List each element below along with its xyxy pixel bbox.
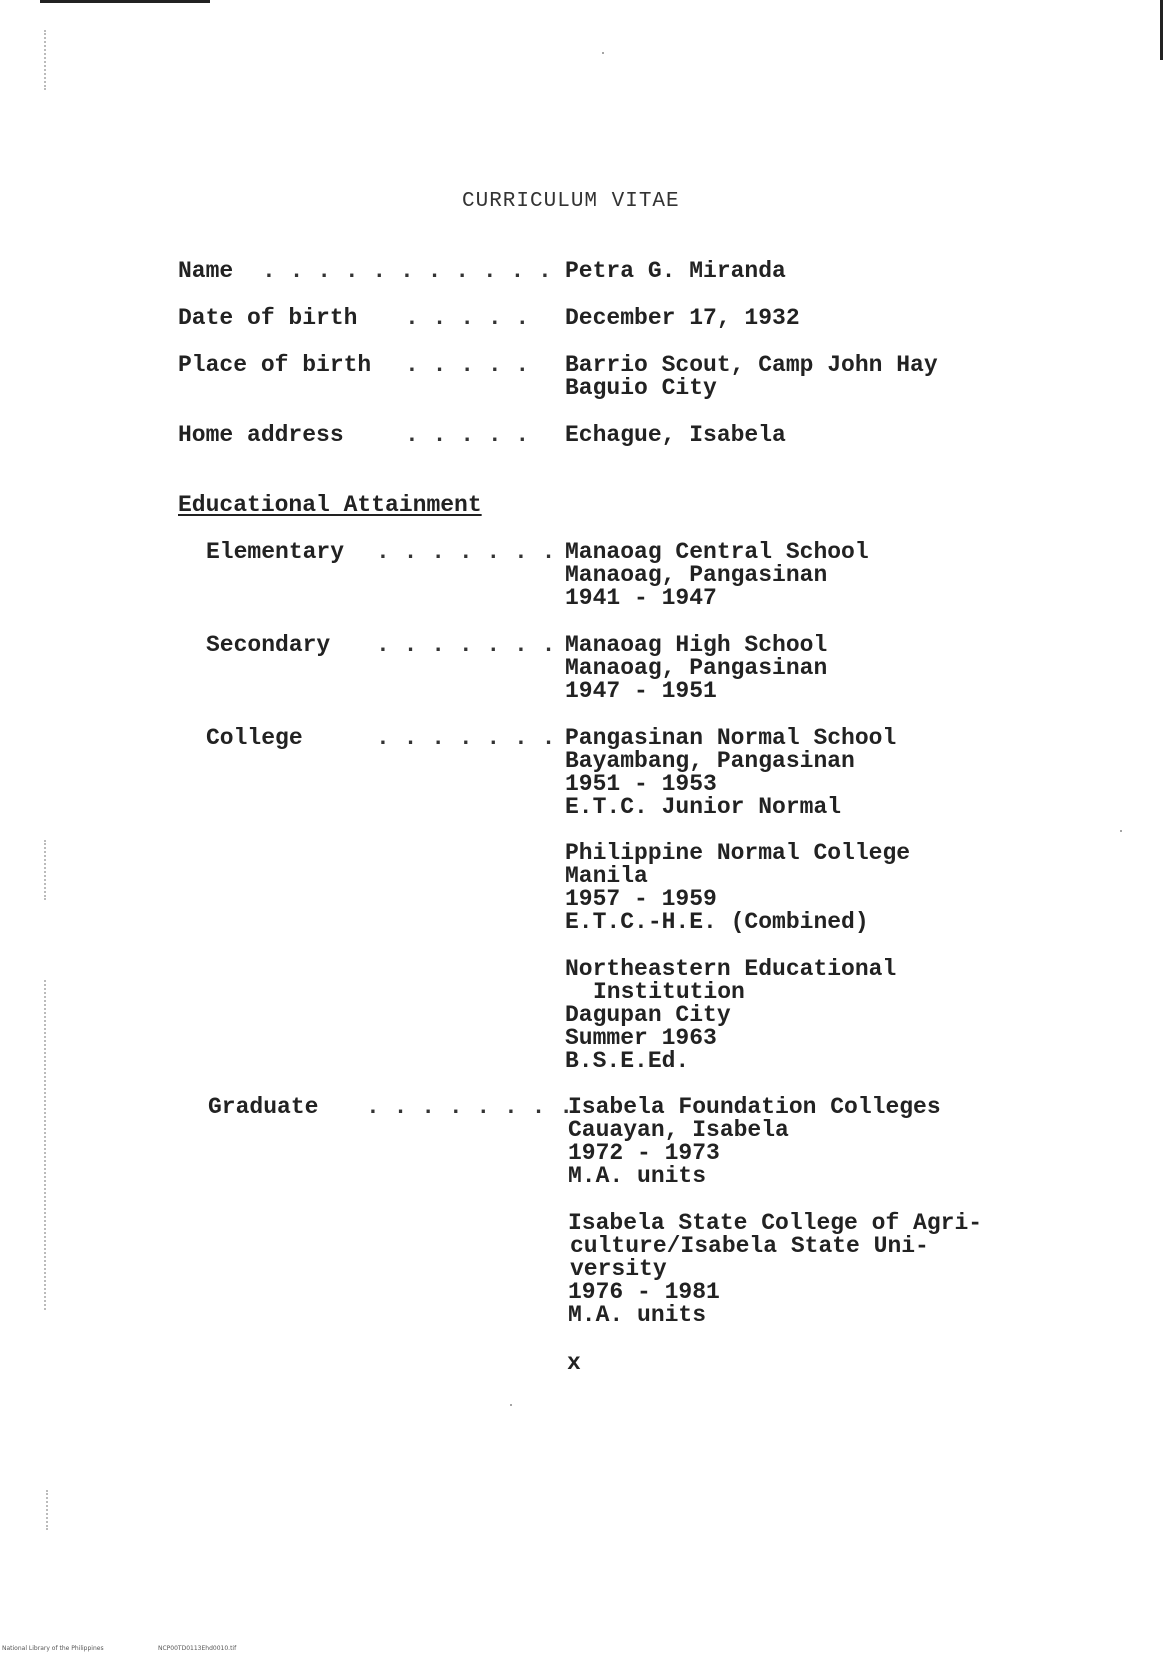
scan-speck <box>510 1404 512 1406</box>
date-of-birth-label: Date of birth <box>178 305 358 331</box>
name-value: Petra G. Miranda <box>565 258 786 284</box>
scan-speck <box>1120 830 1122 832</box>
educational-attainment-heading: Educational Attainment <box>178 492 482 518</box>
graduate-2-line-1: Isabela State College of Agri- <box>568 1210 983 1236</box>
secondary-label: Secondary <box>206 632 331 658</box>
elementary-line-2: Manaoag, Pangasinan <box>565 562 828 588</box>
page-title: CURRICULUM VITAE <box>462 190 680 213</box>
graduate-2-line-2: culture/Isabela State Uni- <box>570 1233 929 1259</box>
home-address-leader-dots: . . . . . <box>405 422 530 448</box>
scan-edge-right <box>1160 0 1163 60</box>
scan-gutter-marks <box>44 30 48 90</box>
date-of-birth-value: December 17, 1932 <box>565 305 800 331</box>
college-3-line-5: B.S.E.Ed. <box>565 1048 690 1074</box>
scan-gutter-marks <box>46 1490 50 1530</box>
footer-file-name: NCP00TD0113Ehd0010.tif <box>158 1645 237 1652</box>
graduate-label: Graduate <box>208 1094 319 1120</box>
elementary-leader-dots: . . . . . . . <box>376 539 556 565</box>
graduate-1-line-1: Isabela Foundation Colleges <box>568 1094 941 1120</box>
college-3-line-4: Summer 1963 <box>565 1025 717 1051</box>
graduate-2-line-4: 1976 - 1981 <box>568 1279 720 1305</box>
graduate-2-line-5: M.A. units <box>568 1302 707 1328</box>
college-3-line-3: Dagupan City <box>565 1002 731 1028</box>
scan-speck <box>602 52 604 54</box>
college-1-line-4: E.T.C. Junior Normal <box>565 794 842 820</box>
college-2-line-4: E.T.C.-H.E. (Combined) <box>565 909 869 935</box>
college-1-line-2: Bayambang, Pangasinan <box>565 748 855 774</box>
place-of-birth-value-line-2: Baguio City <box>565 375 717 401</box>
scan-edge-top <box>40 0 210 3</box>
graduate-2-line-3: versity <box>570 1256 667 1282</box>
college-leader-dots: . . . . . . . <box>376 725 556 751</box>
date-of-birth-leader-dots: . . . . . <box>405 305 530 331</box>
end-mark: x <box>567 1350 581 1376</box>
graduate-leader-dots: . . . . . . . . <box>366 1094 574 1120</box>
college-1-line-3: 1951 - 1953 <box>565 771 717 797</box>
home-address-label: Home address <box>178 422 344 448</box>
elementary-label: Elementary <box>206 539 345 565</box>
scan-gutter-marks <box>44 980 48 1310</box>
footer-library-credit: National Library of the Philippines <box>2 1645 104 1652</box>
secondary-line-2: Manaoag, Pangasinan <box>565 655 828 681</box>
graduate-1-line-3: 1972 - 1973 <box>568 1140 720 1166</box>
secondary-line-1: Manaoag High School <box>565 632 828 658</box>
name-leader-dots: . . . . . . . . . . . <box>262 258 552 284</box>
secondary-line-3: 1947 - 1951 <box>565 678 717 704</box>
place-of-birth-value-line-1: Barrio Scout, Camp John Hay <box>565 352 938 378</box>
graduate-1-line-2: Cauayan, Isabela <box>568 1117 789 1143</box>
college-3-line-1: Northeastern Educational <box>565 956 897 982</box>
graduate-1-line-4: M.A. units <box>568 1163 707 1189</box>
place-of-birth-leader-dots: . . . . . <box>405 352 530 378</box>
college-2-line-3: 1957 - 1959 <box>565 886 717 912</box>
scan-gutter-marks <box>44 840 48 900</box>
college-1-line-1: Pangasinan Normal School <box>565 725 897 751</box>
secondary-leader-dots: . . . . . . . <box>376 632 556 658</box>
place-of-birth-label: Place of birth <box>178 352 372 378</box>
elementary-line-1: Manaoag Central School <box>565 539 869 565</box>
college-2-line-2: Manila <box>565 863 648 889</box>
home-address-value: Echague, Isabela <box>565 422 786 448</box>
college-3-line-2: Institution <box>593 979 745 1005</box>
college-label: College <box>206 725 303 751</box>
elementary-line-3: 1941 - 1947 <box>565 585 717 611</box>
college-2-line-1: Philippine Normal College <box>565 840 911 866</box>
name-label: Name <box>178 258 234 284</box>
